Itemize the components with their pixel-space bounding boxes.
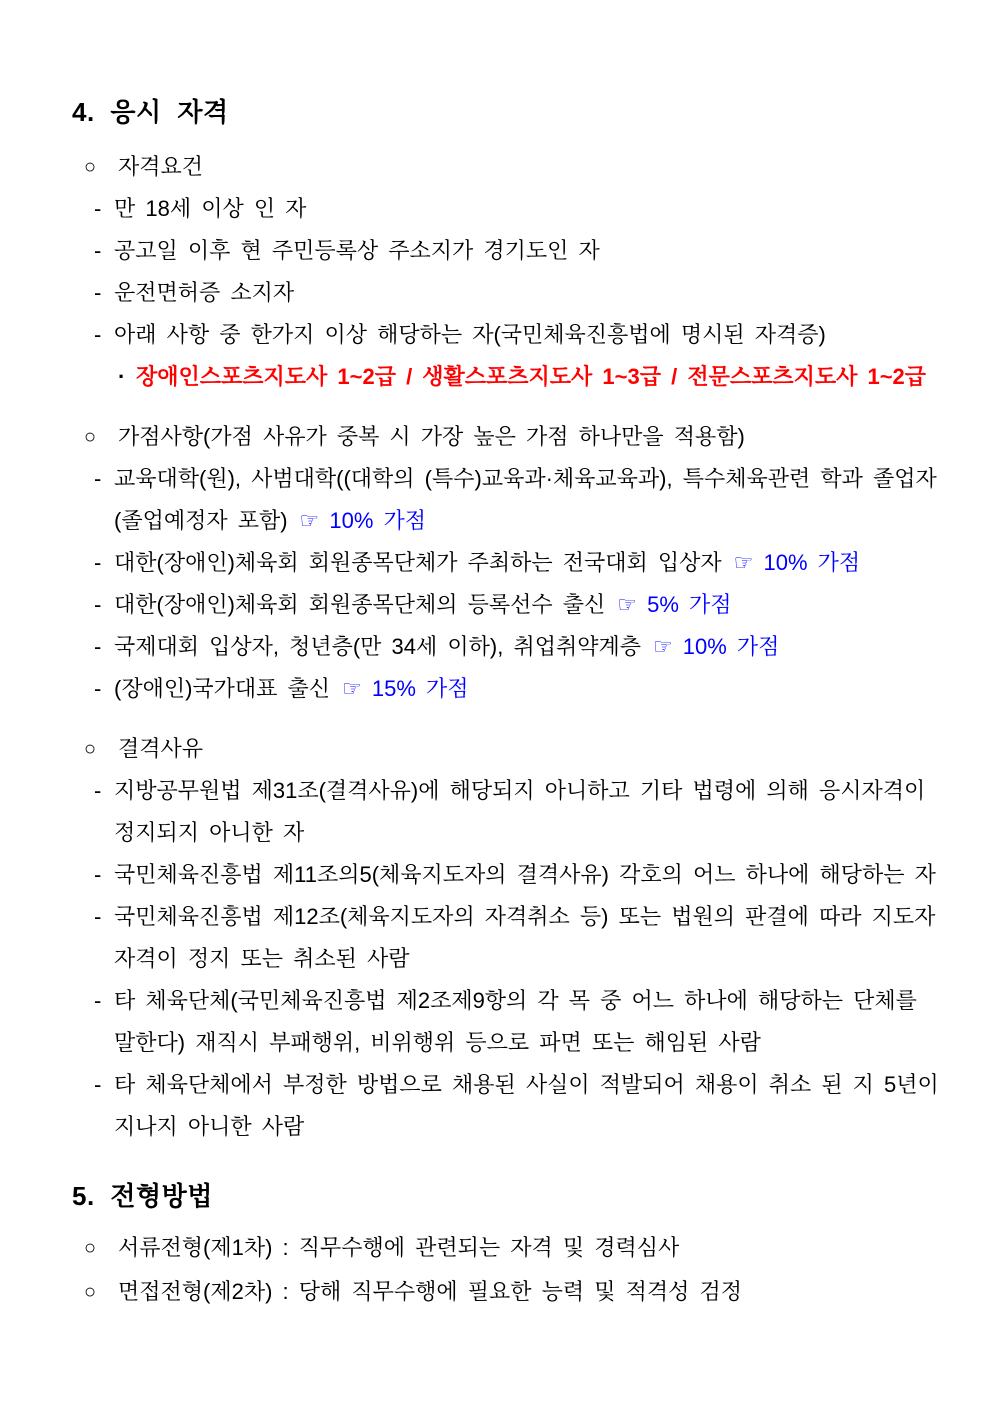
disqualification-group [72, 728, 940, 1148]
selection-method-row [84, 1270, 940, 1314]
qualification-title-row [84, 146, 940, 188]
selection-method-item: 면접전형(제2차) : 당해 직무수행에 필요한 능력 및 적격성 검정 [118, 1279, 742, 1304]
circle-bullet-icon: ○ [84, 1281, 97, 1303]
dot-bullet-icon: · [118, 364, 126, 389]
selection-method-row [84, 1226, 940, 1270]
qualification-item: 공고일 이후 현 주민등록상 주소지가 경기도인 자 [114, 238, 600, 263]
dash-bullet-icon: - [94, 196, 102, 221]
qualification-item-row [94, 188, 940, 230]
bonus-item-text: 대한(장애인)체육회 회원종목단체의 등록선수 출신 [114, 592, 606, 617]
disqualification-title-row [84, 728, 940, 770]
qualification-item-row [94, 230, 940, 272]
bonus-item-row [94, 668, 940, 710]
section-4-heading: 4. 응시 자격 [72, 97, 229, 127]
qualification-item-row [94, 314, 940, 356]
bonus-item-text: 국제대회 입상자, 청년층(만 34세 이하), 취업취약계층 [114, 634, 641, 659]
qualification-title: 자격요건 [118, 154, 204, 179]
bonus-item-row [94, 626, 940, 668]
circle-bullet-icon: ○ [84, 738, 97, 760]
license-note-row [118, 356, 940, 398]
bonus-item-row [94, 542, 940, 584]
dash-bullet-icon: - [94, 550, 102, 575]
bonus-item-row [94, 458, 940, 542]
disqualification-item-row [94, 770, 940, 854]
bonus-item-text: 대한(장애인)체육회 회원종목단체가 주최하는 전국대회 입상자 [114, 550, 722, 575]
dash-bullet-icon: - [94, 676, 102, 701]
bonus-title-row [84, 416, 940, 458]
bonus-group [72, 416, 940, 710]
bonus-item-value: ☞ 15% 가점 [342, 676, 469, 701]
disqualification-item-row [94, 1064, 940, 1148]
dash-bullet-icon: - [94, 904, 102, 929]
disqualification-item: 타 체육단체(국민체육진흥법 제2조제9항의 각 목 중 어느 하나에 해당하는 단체를 말한다) 재직시 부패행위, 비위행위 등으로 파면 또는 해임된 사람 [114, 988, 917, 1055]
qualification-item: 만 18세 이상 인 자 [114, 196, 307, 221]
selection-method-group [72, 1226, 940, 1314]
disqualification-item: 지방공무원법 제31조(결격사유)에 해당되지 아니하고 기타 법령에 의해 응시자격이 정지되지 아니한 자 [114, 778, 926, 845]
bonus-item [114, 458, 940, 542]
bonus-item [114, 668, 940, 710]
dash-bullet-icon: - [94, 466, 102, 491]
disqualification-item-row [94, 854, 940, 896]
bonus-item-value: ☞ 5% 가점 [617, 592, 732, 617]
disqualification-title: 결격사유 [118, 736, 204, 761]
qualification-item: 운전면허증 소지자 [114, 280, 295, 305]
bonus-item-value: ☞ 10% 가점 [299, 508, 427, 533]
circle-bullet-icon: ○ [84, 156, 97, 178]
bonus-item [114, 542, 940, 584]
bonus-item-text: (장애인)국가대표 출신 [114, 676, 331, 701]
qualification-item: 아래 사항 중 한가지 이상 해당하는 자(국민체육진흥법에 명시된 자격증) [114, 322, 826, 347]
dash-bullet-icon: - [94, 778, 102, 803]
bonus-item [114, 584, 940, 626]
license-note: 장애인스포츠지도사 1~2급 / 생활스포츠지도사 1~3급 / 전문스포츠지도사 1~2급 [136, 364, 927, 389]
qualification-item-row [94, 272, 940, 314]
dash-bullet-icon: - [94, 1072, 102, 1097]
dash-bullet-icon: - [94, 988, 102, 1013]
disqualification-item: 국민체육진흥법 제11조의5(체육지도자의 결격사유) 각호의 어느 하나에 해당하는 자 [114, 862, 936, 887]
selection-method-item: 서류전형(제1차) : 직무수행에 관련되는 자격 및 경력심사 [118, 1235, 680, 1260]
section-5-heading: 5. 전형방법 [72, 1181, 213, 1211]
bonus-item-row [94, 584, 940, 626]
circle-bullet-icon: ○ [84, 426, 97, 448]
bonus-item-text: 교육대학(원), 사범대학((대학의 (특수)교육과·체육교육과), 특수체육관련 학과 졸업자(졸업예정자 포함) [114, 466, 937, 533]
disqualification-item: 국민체육진흥법 제12조(체육지도자의 자격취소 등) 또는 법원의 판결에 따라 지도자 자격이 정지 또는 취소된 사람 [114, 904, 936, 971]
dash-bullet-icon: - [94, 238, 102, 263]
dash-bullet-icon: - [94, 322, 102, 347]
bonus-item [114, 626, 940, 668]
dash-bullet-icon: - [94, 592, 102, 617]
bonus-item-value: ☞ 10% 가점 [652, 634, 780, 659]
circle-bullet-icon: ○ [84, 1237, 97, 1259]
bonus-item-value: ☞ 10% 가점 [733, 550, 861, 575]
disqualification-item-row [94, 896, 940, 980]
disqualification-item-row [94, 980, 940, 1064]
dash-bullet-icon: - [94, 634, 102, 659]
disqualification-item: 타 체육단체에서 부정한 방법으로 채용된 사실이 적발되어 채용이 취소 된 지 5년이 지나지 아니한 사람 [114, 1072, 939, 1139]
bonus-title: 가점사항(가점 사유가 중복 시 가장 높은 가점 하나만을 적용함) [118, 424, 745, 449]
qualification-group [72, 146, 940, 398]
dash-bullet-icon: - [94, 862, 102, 887]
dash-bullet-icon: - [94, 280, 102, 305]
